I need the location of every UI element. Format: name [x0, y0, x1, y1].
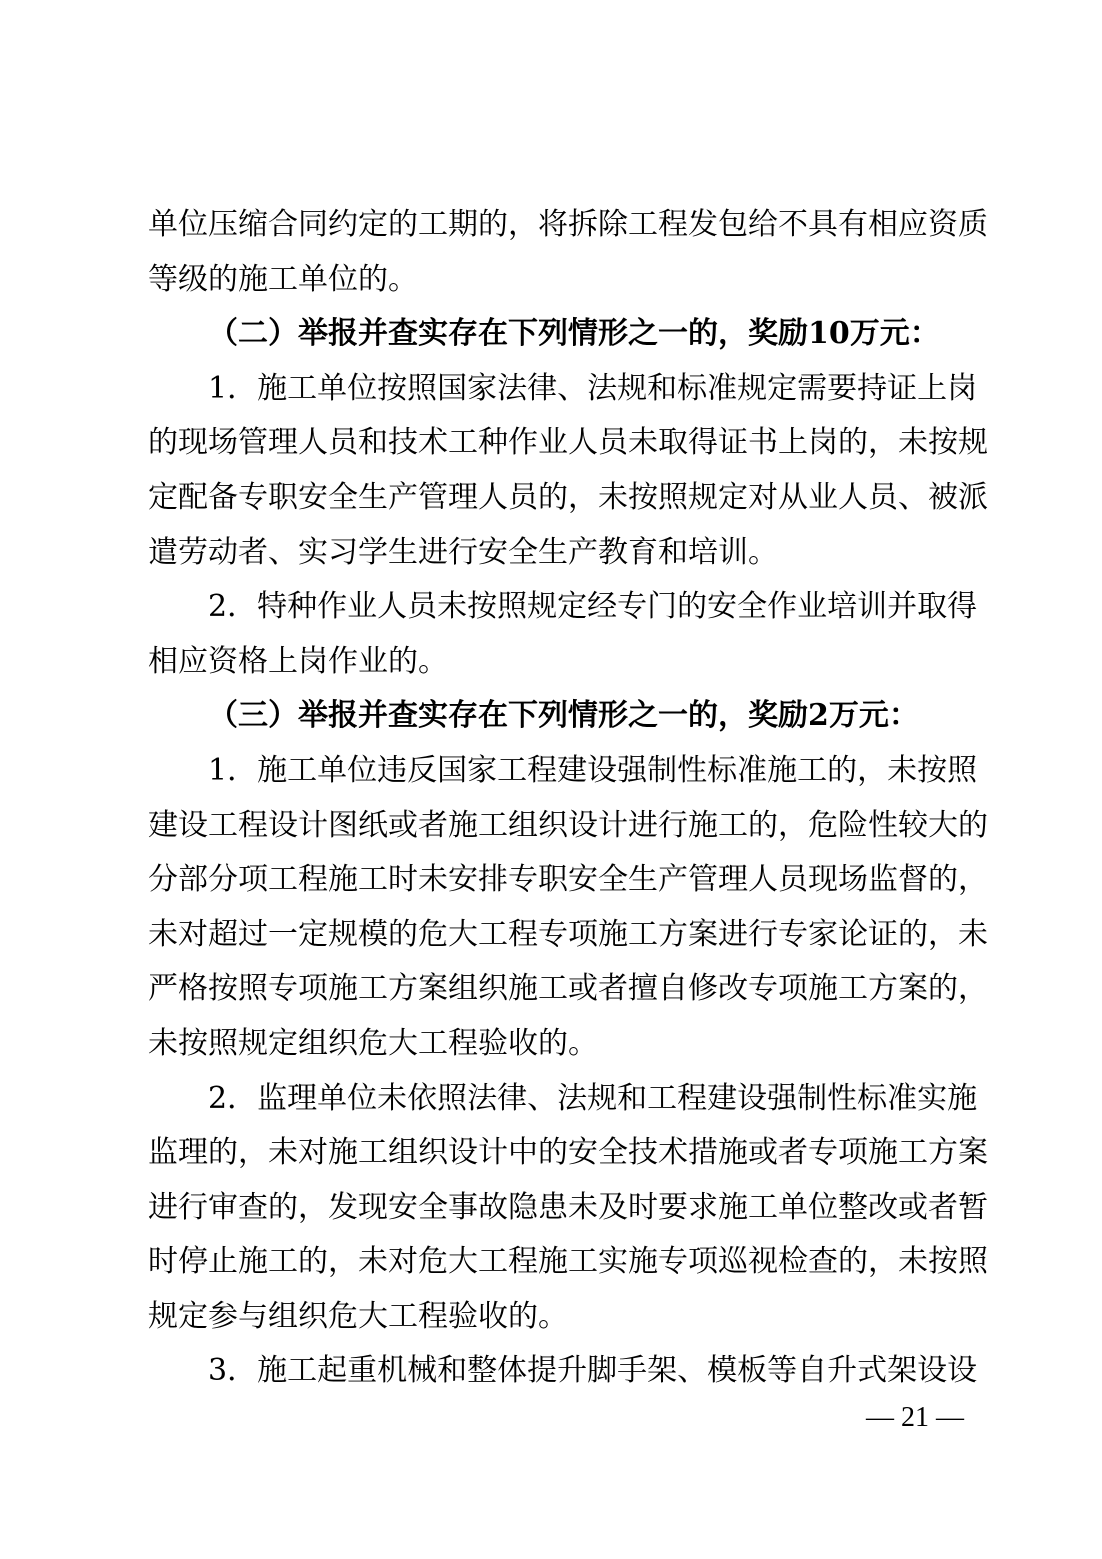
paragraph-line: 等级的施工单位的。 — [148, 261, 418, 297]
paragraph-line: 1．施工单位按照国家法律、法规和标准规定需要持证上岗 — [208, 370, 978, 406]
paragraph-line: 未对超过一定规模的危大工程专项施工方案进行专家论证的，未 — [148, 916, 988, 952]
page-number: — 21 — — [866, 1402, 964, 1433]
paragraph-line: 建设工程设计图纸或者施工组织设计进行施工的，危险性较大的 — [148, 807, 988, 843]
paragraph-line: 1．施工单位违反国家工程建设强制性标准施工的，未按照 — [208, 752, 978, 788]
paragraph-line: 规定参与组织危大工程验收的。 — [148, 1298, 568, 1334]
paragraph-line: 定配备专职安全生产管理人员的，未按照规定对从业人员、被派 — [148, 479, 988, 515]
paragraph-line: 2．特种作业人员未按照规定经专门的安全作业培训并取得 — [208, 589, 978, 625]
paragraph-line: 进行审查的，发现安全事故隐患未及时要求施工单位整改或者暂 — [148, 1189, 988, 1225]
paragraph-line: 相应资格上岗作业的。 — [148, 643, 448, 679]
paragraph-line: 分部分项工程施工时未安排专职安全生产管理人员现场监督的， — [148, 862, 988, 898]
paragraph-line: 遣劳动者、实习学生进行安全生产教育和培训。 — [148, 534, 778, 570]
body-text — [148, 198, 988, 1399]
paragraph-line: 3．施工起重机械和整体提升脚手架、模板等自升式架设设 — [208, 1353, 978, 1389]
paragraph-line: 监理的，未对施工组织设计中的安全技术措施或者专项施工方案 — [148, 1135, 988, 1171]
paragraph-line: 2．监理单位未依照法律、法规和工程建设强制性标准实施 — [208, 1080, 978, 1116]
paragraph-line: 单位压缩合同约定的工期的，将拆除工程发包给不具有相应资质 — [148, 207, 988, 242]
paragraph-line: 未按照规定组织危大工程验收的。 — [148, 1025, 598, 1061]
paragraph-line: 的现场管理人员和技术工种作业人员未取得证书上岗的，未按规 — [148, 425, 988, 461]
paragraph-line: 时停止施工的，未对危大工程施工实施专项巡视检查的，未按照 — [148, 1244, 988, 1280]
section-heading: （二）举报并查实存在下列情形之一的，奖励10万元： — [208, 316, 940, 352]
paragraph-line: 严格按照专项施工方案组织施工或者擅自修改专项施工方案的， — [148, 971, 988, 1007]
section-heading: （三）举报并查实存在下列情形之一的，奖励2万元： — [208, 698, 919, 734]
